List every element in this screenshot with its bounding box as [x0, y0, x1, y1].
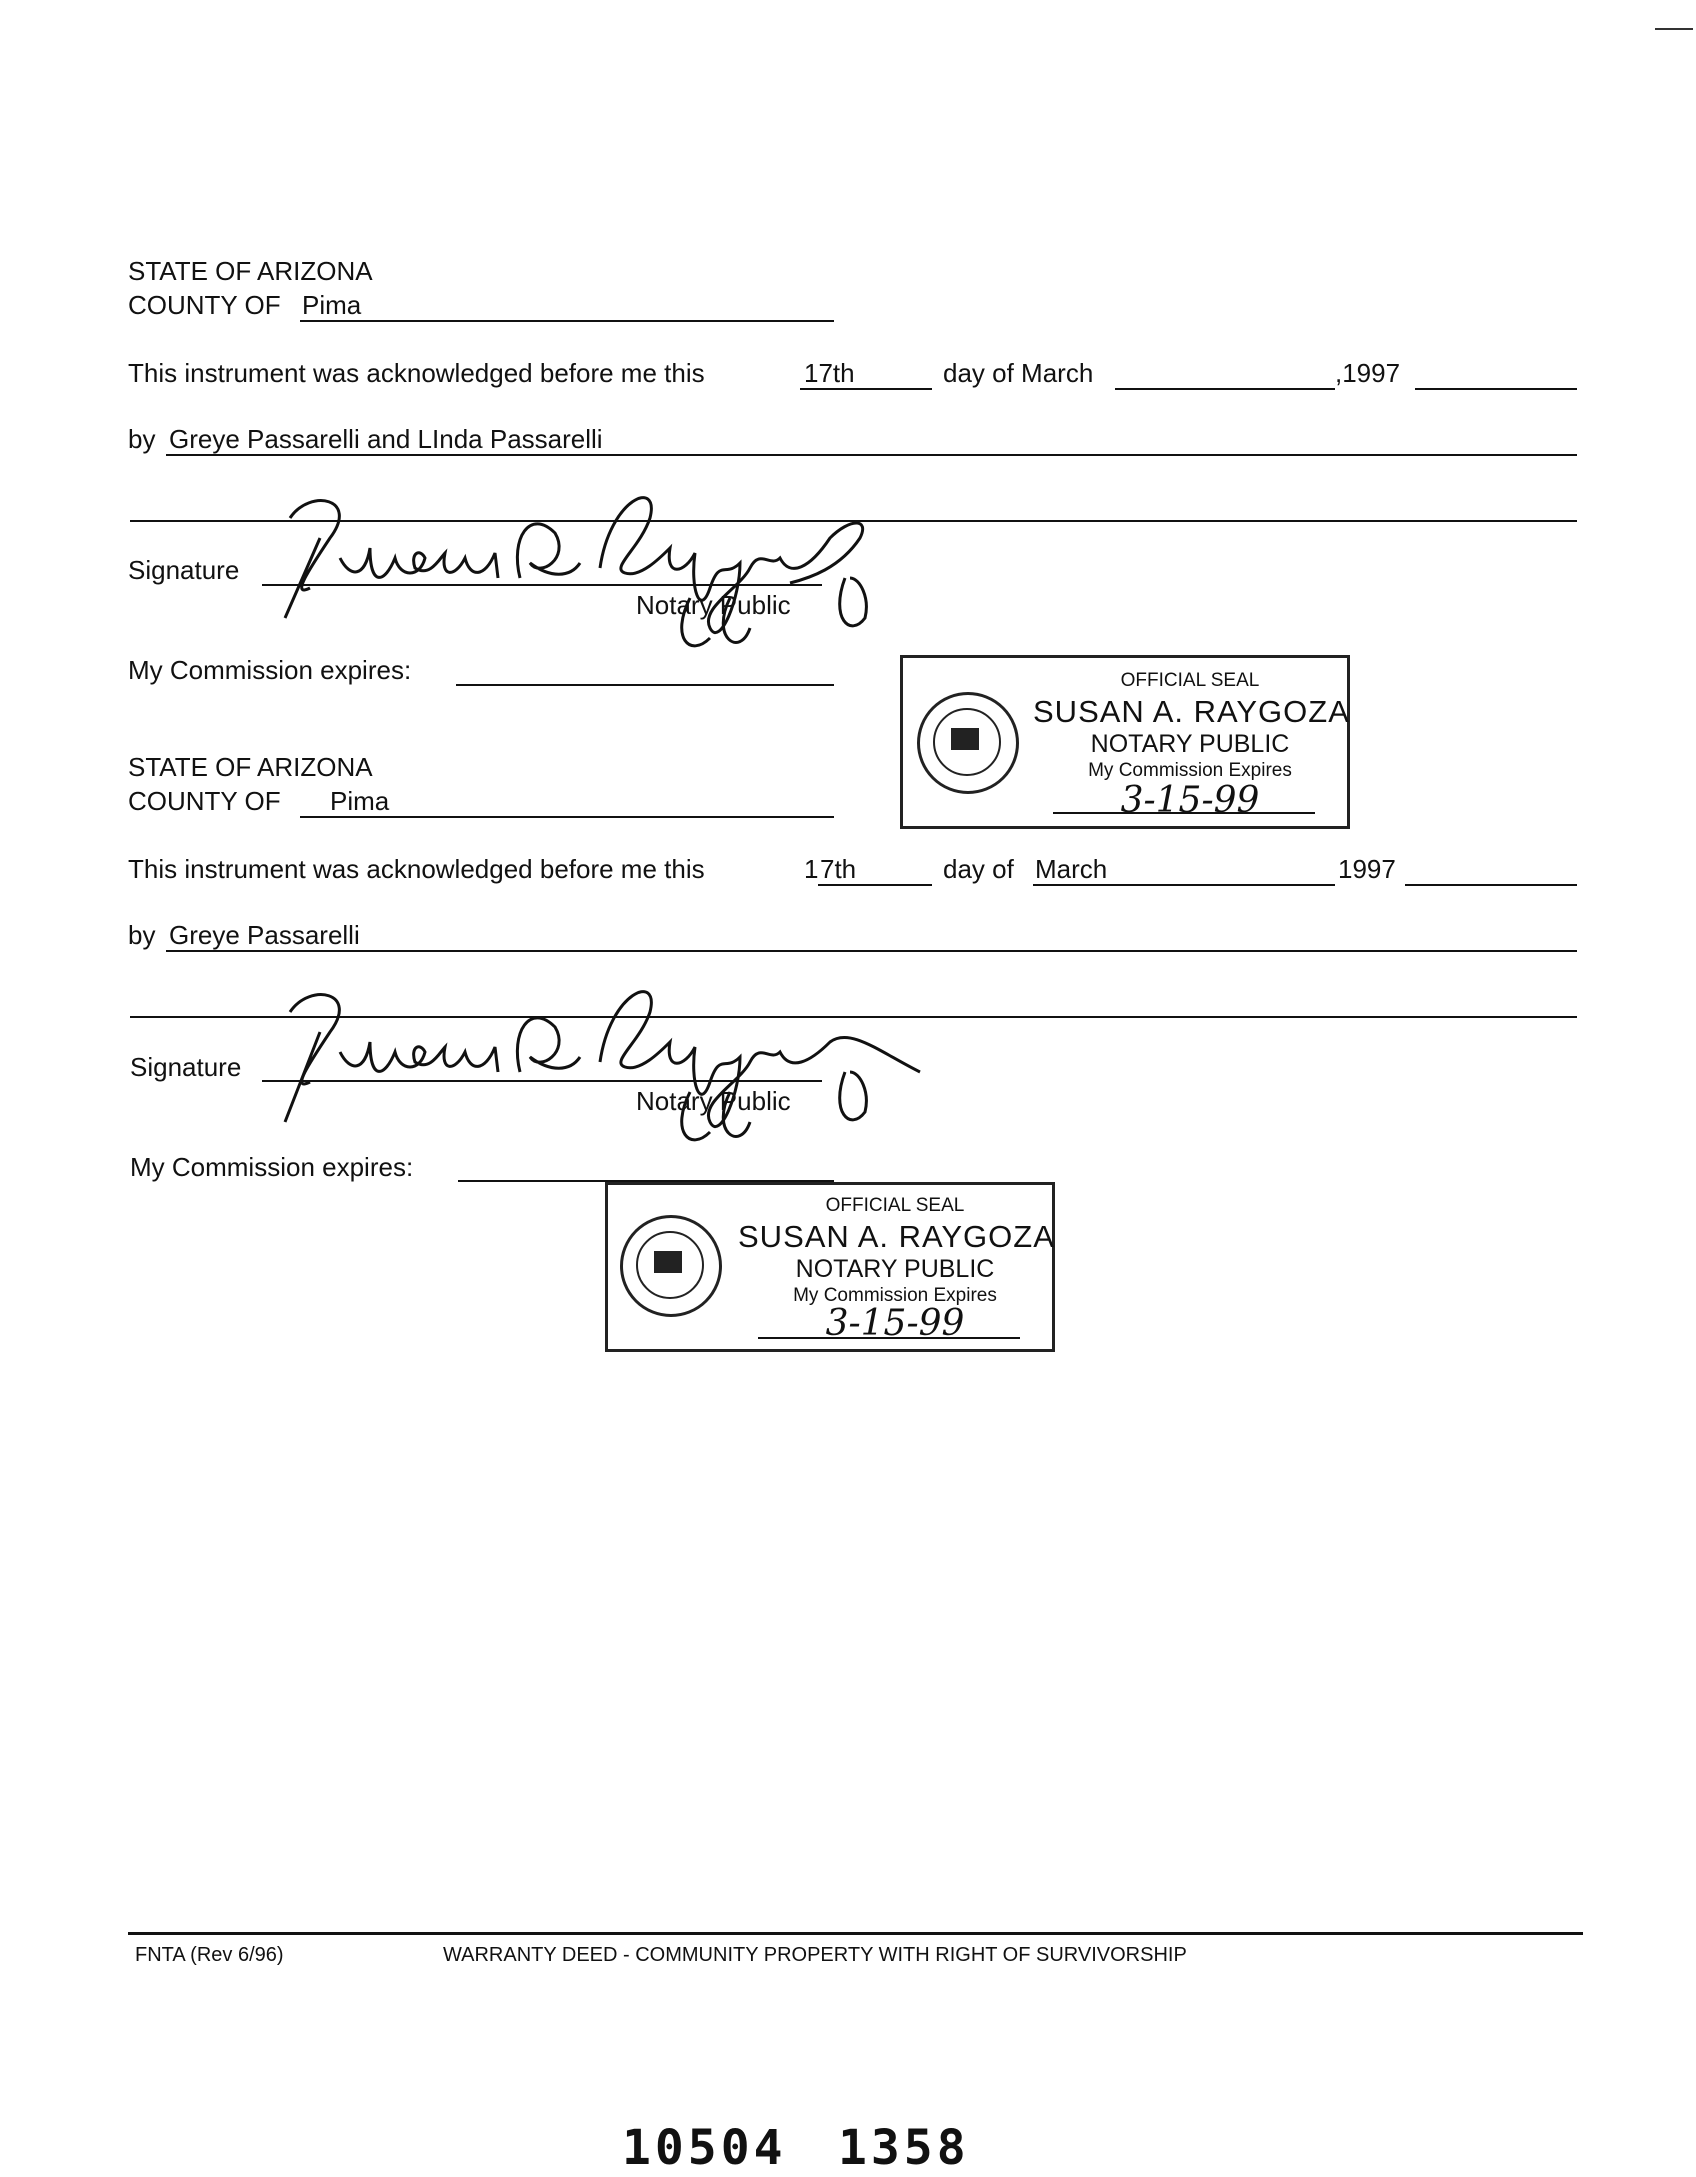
ack-day: 17th: [804, 358, 855, 388]
scan-mark: [1655, 28, 1693, 30]
county-line: [300, 320, 834, 322]
footer-rule: [128, 1932, 1583, 1935]
ack-day-pre-2: 1: [804, 854, 819, 884]
seal-expires-date-2: 3-15-99: [825, 1303, 965, 1344]
ack-year-2: 1997: [1338, 854, 1396, 884]
seal-title-2: OFFICIAL SEAL: [825, 1195, 965, 1216]
form-code: FNTA (Rev 6/96): [135, 1944, 284, 1966]
by-label-2: by: [128, 920, 156, 950]
ack-dayof: day of March: [943, 358, 1094, 388]
notary-signature: [270, 478, 970, 668]
county-label: COUNTY OF: [128, 290, 281, 320]
seal-name-2: SUSAN A. RAYGOZA: [738, 1219, 1055, 1254]
ack-day-line: [800, 388, 932, 390]
state-label: STATE OF ARIZONA: [128, 256, 373, 286]
state-label-2: STATE OF ARIZONA: [128, 752, 373, 782]
notary-label-2: Notary Public: [636, 1086, 791, 1116]
by-value-2: Greye Passarelli: [169, 920, 360, 950]
seal-title: OFFICIAL SEAL: [1120, 670, 1260, 691]
docket-number: 10504: [622, 2120, 787, 2176]
ack-prefix-2: This instrument was acknowledged before me this: [128, 854, 705, 884]
notary-signature-2: [270, 972, 970, 1162]
ack-dayof-2: day of: [943, 854, 1014, 884]
page-number: 1358: [838, 2120, 970, 2176]
ack-month-2: March: [1035, 854, 1108, 884]
seal-name: SUSAN A. RAYGOZA: [1033, 694, 1350, 729]
ack-year-line-2: [1405, 884, 1577, 886]
county-value: Pima: [302, 290, 362, 320]
document-title: WARRANTY DEED - COMMUNITY PROPERTY WITH RIGHT OF SURVIVORSHIP: [443, 1944, 1187, 1966]
seal-role: NOTARY PUBLIC: [1090, 730, 1290, 758]
official-seal-2: [605, 1182, 1055, 1352]
ack-day-line-2: [818, 884, 932, 886]
ack-year: ,1997: [1335, 358, 1401, 388]
county-label-2: COUNTY OF: [128, 786, 281, 816]
by-line: [166, 454, 1577, 456]
ack-month-line: [1115, 388, 1335, 390]
ack-year-line: [1415, 388, 1577, 390]
county-value-2: Pima: [330, 786, 390, 816]
signature-label-2: Signature: [130, 1052, 242, 1082]
ack-day-2: 7th: [820, 854, 857, 884]
by-value: Greye Passarelli and LInda Passarelli: [169, 424, 603, 454]
seal-expires-date: 3-15-99: [1120, 780, 1260, 821]
ack-month-line-2: [1033, 884, 1335, 886]
commission-line: [456, 684, 834, 686]
official-seal: [900, 655, 1350, 829]
notary-label: Notary Public: [636, 590, 791, 620]
county-line-2: [300, 816, 834, 818]
by-line-2: [166, 950, 1577, 952]
by-label: by: [128, 424, 156, 454]
commission-label-2: My Commission expires:: [130, 1152, 414, 1182]
ack-prefix: This instrument was acknowledged before me this: [128, 358, 705, 388]
commission-label: My Commission expires:: [128, 655, 412, 685]
seal-expires-label: My Commission Expires: [1088, 760, 1292, 781]
signature-label: Signature: [128, 555, 240, 585]
seal-role-2: NOTARY PUBLIC: [795, 1255, 995, 1283]
seal-expires-label-2: My Commission Expires: [793, 1285, 997, 1306]
